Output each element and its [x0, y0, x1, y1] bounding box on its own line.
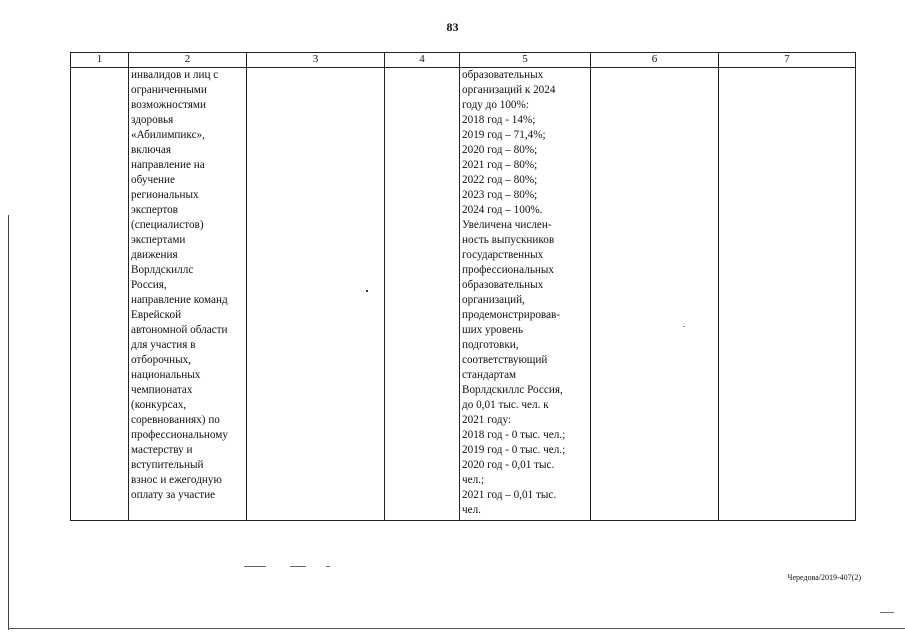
column-header-6: 6	[591, 53, 719, 68]
column-header-2: 2	[129, 53, 247, 68]
header-row	[71, 53, 856, 68]
scan-dash	[290, 566, 306, 567]
event-description-text: инвалидов и лиц с ограниченными возможностями здоровья «Абилимпикс», включая направление на обучение региональных экспертов (специалистов) экспертами движения Ворлдскиллс Россия, направление команд Еврейской автономной области для участия в отборочных, национальных чемпионатах (конкурсах, соревнованиях) по профессиональному мастерству и вступительный взнос и ежегодную оплату за участие	[131, 69, 228, 501]
program-table	[70, 52, 856, 521]
scan-dash	[244, 566, 266, 567]
scan-edge-bottom	[8, 628, 905, 629]
scan-corner-mark	[880, 612, 894, 613]
scan-speck	[683, 326, 685, 327]
scan-dash	[326, 566, 330, 567]
cell-col5	[460, 68, 591, 521]
cell-col6	[591, 68, 719, 521]
column-header-7: 7	[719, 53, 856, 68]
column-header-5: 5	[460, 53, 591, 68]
document-code: Чередова/2019-407(2)	[787, 573, 861, 582]
cell-col2	[129, 68, 247, 521]
scan-speck	[366, 290, 368, 292]
scan-edge-left	[8, 215, 9, 630]
cell-col1	[71, 68, 129, 521]
cell-col4	[385, 68, 460, 521]
column-header-4: 4	[385, 53, 460, 68]
column-header-1: 1	[71, 53, 129, 68]
table-row	[71, 68, 856, 521]
column-header-3: 3	[247, 53, 385, 68]
page-number: 83	[446, 20, 459, 34]
results-text: образовательных организаций к 2024 году до 100%: 2018 год - 14%; 2019 год – 71,4%; 2020 год – 80%; 2021 год – 80%; 2022 год – 80%; 2023 год – 80%; 2024 год – 100%. Увеличена числен- ность выпускников государственных профессиональных образовательных организаций, продемонстрировав- ших уровень подготовки, соответствующий стандартам Ворлдскиллс Россия, до 0,01 тыс. чел. к 2021 году: 2018 год - 0 тыс. чел.; 2019 год - 0 тыс. чел.; 2020 год - 0,01 тыс. чел.; 2021 год – 0,01 тыс. чел.	[462, 69, 566, 516]
cell-col3	[247, 68, 385, 521]
cell-col7	[719, 68, 856, 521]
